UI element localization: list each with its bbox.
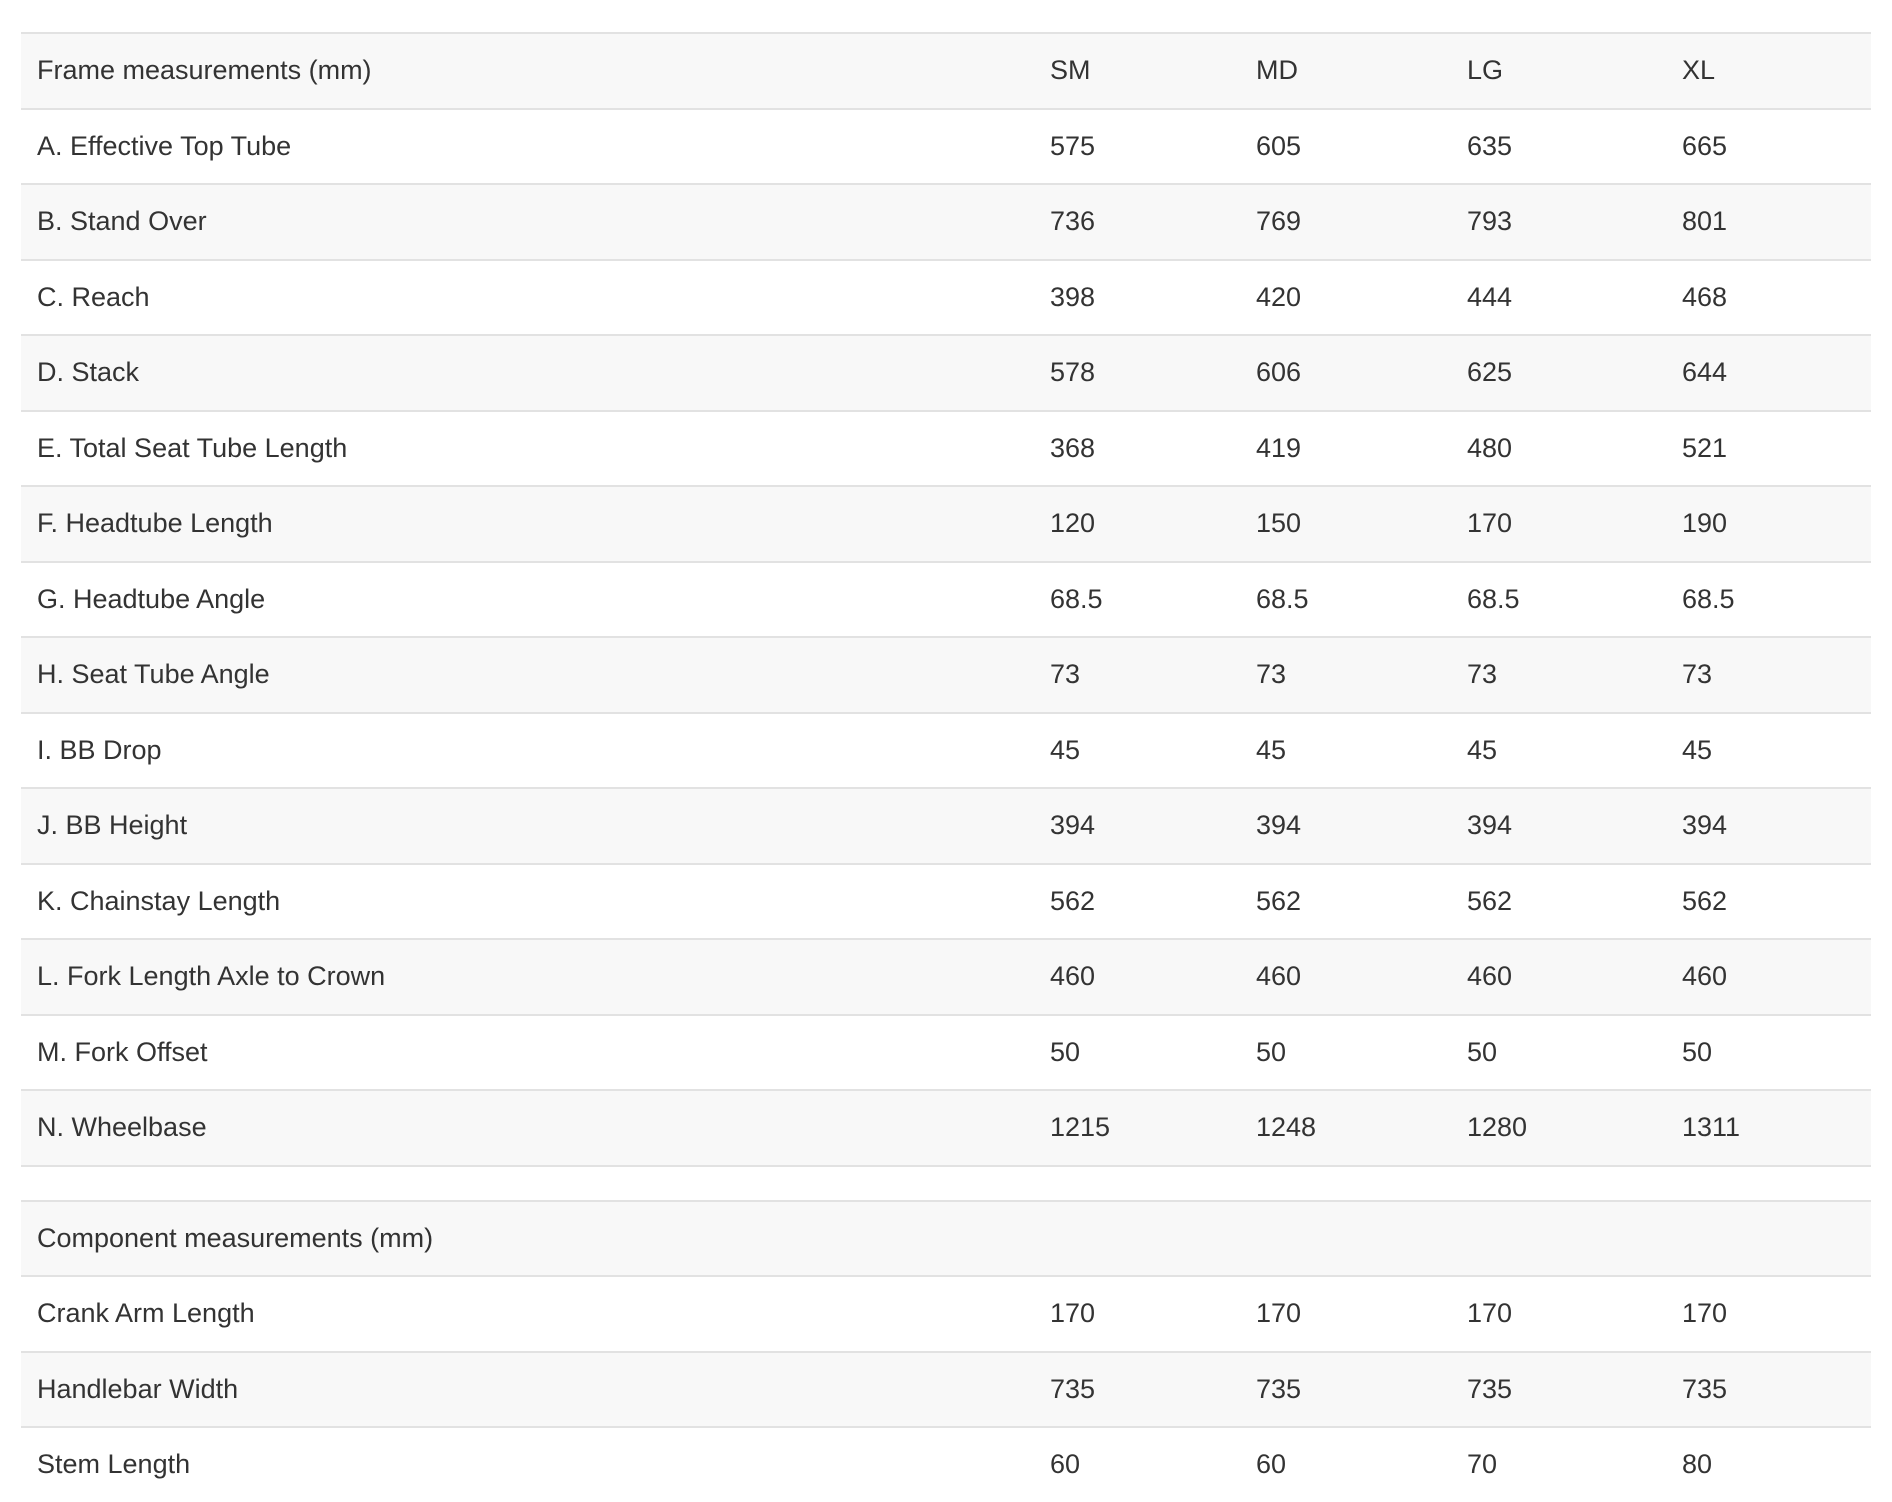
row-label: C. Reach — [21, 260, 1050, 336]
row-value: 68.5 — [1682, 562, 1871, 638]
row-value: 769 — [1256, 184, 1467, 260]
frame-measurement-row — [21, 411, 1871, 487]
frame-measurement-row — [21, 713, 1871, 789]
row-label: M. Fork Offset — [21, 1015, 1050, 1091]
row-value: 625 — [1467, 335, 1682, 411]
row-value: 605 — [1256, 109, 1467, 185]
row-label: B. Stand Over — [21, 184, 1050, 260]
frame-measurement-row — [21, 260, 1871, 336]
row-value: 68.5 — [1050, 562, 1256, 638]
row-value: 394 — [1467, 788, 1682, 864]
component-measurements-table — [21, 1200, 1871, 1502]
frame-table-body — [21, 33, 1871, 1166]
row-value: 521 — [1682, 411, 1871, 487]
frame-measurement-row — [21, 788, 1871, 864]
row-value: 460 — [1256, 939, 1467, 1015]
row-value: 170 — [1256, 1276, 1467, 1352]
frame-measurement-row — [21, 109, 1871, 185]
row-value: 68.5 — [1256, 562, 1467, 638]
row-label: N. Wheelbase — [21, 1090, 1050, 1166]
row-value: 736 — [1050, 184, 1256, 260]
frame-measurement-row — [21, 1015, 1871, 1091]
row-value: 45 — [1256, 713, 1467, 789]
frame-table-title: Frame measurements (mm) — [21, 33, 1050, 109]
row-value: 801 — [1682, 184, 1871, 260]
row-value: 170 — [1467, 486, 1682, 562]
row-value: 562 — [1682, 864, 1871, 940]
row-value: 60 — [1256, 1427, 1467, 1502]
row-value: 50 — [1256, 1015, 1467, 1091]
row-value: 562 — [1256, 864, 1467, 940]
size-header-sm: SM — [1050, 33, 1256, 109]
row-value: 644 — [1682, 335, 1871, 411]
row-value: 575 — [1050, 109, 1256, 185]
frame-measurement-row — [21, 335, 1871, 411]
frame-measurement-row — [21, 562, 1871, 638]
row-label: J. BB Height — [21, 788, 1050, 864]
row-value: 735 — [1050, 1352, 1256, 1428]
component-measurement-row — [21, 1427, 1871, 1502]
row-value: 665 — [1682, 109, 1871, 185]
row-value: 150 — [1256, 486, 1467, 562]
row-value: 394 — [1050, 788, 1256, 864]
row-value: 460 — [1050, 939, 1256, 1015]
size-header-md: MD — [1256, 33, 1467, 109]
frame-measurement-row — [21, 1090, 1871, 1166]
row-value: 73 — [1256, 637, 1467, 713]
row-value: 735 — [1682, 1352, 1871, 1428]
row-value: 793 — [1467, 184, 1682, 260]
size-header-lg: LG — [1467, 33, 1682, 109]
row-value: 45 — [1467, 713, 1682, 789]
row-value: 45 — [1050, 713, 1256, 789]
row-value: 578 — [1050, 335, 1256, 411]
row-value: 394 — [1682, 788, 1871, 864]
row-value: 735 — [1256, 1352, 1467, 1428]
frame-measurement-row — [21, 486, 1871, 562]
row-value: 444 — [1467, 260, 1682, 336]
row-value: 1248 — [1256, 1090, 1467, 1166]
row-value: 394 — [1256, 788, 1467, 864]
row-value: 50 — [1050, 1015, 1256, 1091]
row-value: 120 — [1050, 486, 1256, 562]
row-value: 368 — [1050, 411, 1256, 487]
component-measurement-row — [21, 1352, 1871, 1428]
row-value: 73 — [1682, 637, 1871, 713]
row-value: 45 — [1682, 713, 1871, 789]
row-value: 80 — [1682, 1427, 1871, 1502]
frame-header-row — [21, 33, 1871, 109]
geometry-tables — [21, 32, 1871, 1502]
row-label: I. BB Drop — [21, 713, 1050, 789]
row-value: 460 — [1467, 939, 1682, 1015]
row-label: D. Stack — [21, 335, 1050, 411]
row-value: 420 — [1256, 260, 1467, 336]
row-value: 1215 — [1050, 1090, 1256, 1166]
row-value: 70 — [1467, 1427, 1682, 1502]
component-table-body — [21, 1201, 1871, 1502]
row-value: 73 — [1050, 637, 1256, 713]
row-label: K. Chainstay Length — [21, 864, 1050, 940]
row-value: 1311 — [1682, 1090, 1871, 1166]
size-header-xl: XL — [1682, 33, 1871, 109]
row-value: 468 — [1682, 260, 1871, 336]
row-value: 419 — [1256, 411, 1467, 487]
frame-measurements-table — [21, 32, 1871, 1167]
row-value: 73 — [1467, 637, 1682, 713]
row-value: 635 — [1467, 109, 1682, 185]
row-label: F. Headtube Length — [21, 486, 1050, 562]
row-value: 398 — [1050, 260, 1256, 336]
row-label: Handlebar Width — [21, 1352, 1050, 1428]
row-value: 170 — [1467, 1276, 1682, 1352]
frame-measurement-row — [21, 637, 1871, 713]
row-value: 190 — [1682, 486, 1871, 562]
row-value: 50 — [1467, 1015, 1682, 1091]
row-value: 735 — [1467, 1352, 1682, 1428]
row-value: 480 — [1467, 411, 1682, 487]
row-value: 562 — [1050, 864, 1256, 940]
row-value: 606 — [1256, 335, 1467, 411]
row-label: L. Fork Length Axle to Crown — [21, 939, 1050, 1015]
row-value: 460 — [1682, 939, 1871, 1015]
component-table-title: Component measurements (mm) — [21, 1201, 1050, 1277]
table-spacer — [21, 1167, 1871, 1200]
component-header-row — [21, 1201, 1871, 1277]
row-label: G. Headtube Angle — [21, 562, 1050, 638]
row-label: Crank Arm Length — [21, 1276, 1050, 1352]
frame-measurement-row — [21, 939, 1871, 1015]
row-value: 562 — [1467, 864, 1682, 940]
row-value: 50 — [1682, 1015, 1871, 1091]
row-label: Stem Length — [21, 1427, 1050, 1502]
row-value: 1280 — [1467, 1090, 1682, 1166]
row-label: H. Seat Tube Angle — [21, 637, 1050, 713]
frame-measurement-row — [21, 864, 1871, 940]
row-value: 170 — [1682, 1276, 1871, 1352]
frame-measurement-row — [21, 184, 1871, 260]
row-value: 68.5 — [1467, 562, 1682, 638]
row-value: 170 — [1050, 1276, 1256, 1352]
row-label: E. Total Seat Tube Length — [21, 411, 1050, 487]
row-label: A. Effective Top Tube — [21, 109, 1050, 185]
row-value: 60 — [1050, 1427, 1256, 1502]
component-measurement-row — [21, 1276, 1871, 1352]
